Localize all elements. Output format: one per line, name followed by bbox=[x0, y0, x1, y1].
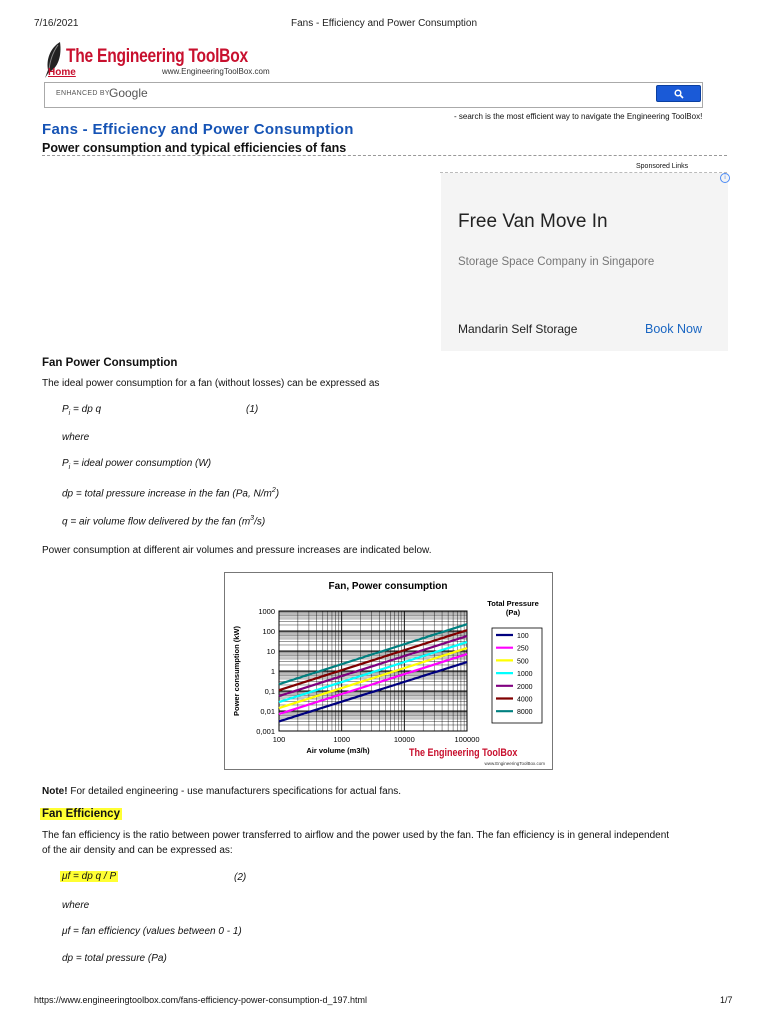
title-divider bbox=[42, 155, 727, 156]
ad-headline[interactable]: Free Van Move In bbox=[458, 211, 608, 232]
def1-sub: i bbox=[68, 464, 71, 471]
legend-label-4000: 4000 bbox=[517, 696, 533, 704]
equation-1-number: (1) bbox=[246, 404, 259, 415]
power-consumption-chart bbox=[224, 572, 553, 770]
y-tick-label: 0,1 bbox=[264, 687, 275, 696]
x-axis-label: Air volume (m3/h) bbox=[306, 746, 370, 755]
home-link[interactable]: Home bbox=[48, 67, 76, 78]
ad-info-icon[interactable]: i bbox=[720, 173, 730, 183]
legend-label-250: 250 bbox=[517, 645, 529, 653]
equation-2-number: (2) bbox=[234, 872, 247, 883]
section-heading-efficiency bbox=[40, 808, 122, 820]
definition-mu: μf = fan efficiency (values between 0 - 1) bbox=[62, 926, 242, 937]
def3-a: q = air volume flow delivered by the fan (m bbox=[62, 516, 251, 528]
chart-watermark: The Engineering ToolBox bbox=[409, 747, 518, 760]
eq1-rhs: = dp q bbox=[70, 404, 102, 415]
page-title: Fans - Efficiency and Power Consumption bbox=[42, 121, 354, 138]
ad-subtext[interactable]: Storage Space Company in Singapore bbox=[458, 256, 655, 268]
y-tick-label: 0,001 bbox=[256, 727, 275, 736]
y-axis-label: Power consumption (kW) bbox=[232, 626, 241, 716]
print-url[interactable]: https://www.engineeringtoolbox.com/fans-efficiency-power-consumption-d_197.html bbox=[34, 995, 368, 1005]
ad-company[interactable]: Mandarin Self Storage bbox=[458, 322, 578, 336]
y-tick-label: 1000 bbox=[258, 607, 275, 616]
power-intro: The ideal power consumption for a fan (without losses) can be expressed as bbox=[42, 378, 380, 389]
site-logo-title[interactable]: The Engineering ToolBox bbox=[66, 46, 248, 67]
chart-svg bbox=[225, 573, 552, 769]
def3-b: /s) bbox=[254, 516, 266, 528]
legend-label-100: 100 bbox=[517, 633, 529, 640]
chart-title: Fan, Power consumption bbox=[328, 581, 448, 592]
eq1-lhs: P bbox=[62, 404, 69, 415]
def2-sup: 2 bbox=[271, 487, 276, 494]
def1-lhs: P bbox=[62, 458, 69, 469]
efficiency-para-1: The fan efficiency is the ratio between power transferred to airflow and the power used by the fan. The fan efficiency is in general independent bbox=[42, 830, 670, 841]
equation-1 bbox=[62, 404, 101, 417]
chart-intro: Power consumption at different air volumes and pressure increases are indicated below. bbox=[42, 545, 432, 556]
legend-label-2000: 2000 bbox=[517, 683, 533, 691]
search-enhanced-label: ENHANCED BY bbox=[56, 90, 110, 97]
eq1-sub: i bbox=[68, 410, 71, 417]
note-bold: Note! bbox=[42, 786, 68, 797]
efficiency-heading-text: Fan Efficiency bbox=[42, 808, 120, 820]
where-label-1: where bbox=[62, 432, 90, 443]
x-tick-label: 10000 bbox=[393, 735, 415, 744]
sponsored-label: Sponsored Links bbox=[636, 163, 689, 170]
search-button[interactable] bbox=[656, 85, 701, 102]
legend-label-8000: 8000 bbox=[517, 709, 533, 717]
definition-q bbox=[62, 515, 265, 527]
equation-2 bbox=[60, 871, 118, 882]
search-tagline: - search is the most efficient way to navigate the Engineering ToolBox! bbox=[454, 112, 703, 121]
def2-b: ) bbox=[275, 488, 280, 500]
legend-title: Total Pressure bbox=[487, 599, 539, 608]
def1-rhs: = ideal power consumption (W) bbox=[70, 458, 212, 469]
page-subtitle: Power consumption and typical efficiencies of fans bbox=[42, 141, 347, 155]
print-title: Fans - Efficiency and Power Consumption bbox=[290, 18, 477, 29]
equation-2-text: μf = dp q / P bbox=[62, 871, 117, 882]
definition-dp-2: dp = total pressure (Pa) bbox=[62, 953, 167, 964]
legend-label-500: 500 bbox=[517, 658, 529, 666]
y-tick-label: 0,01 bbox=[260, 707, 275, 716]
x-tick-label: 100000 bbox=[454, 735, 480, 744]
search-google-label: Google bbox=[109, 86, 148, 100]
x-tick-label: 1000 bbox=[333, 735, 351, 744]
y-tick-label: 1 bbox=[270, 667, 275, 676]
efficiency-para-2: of the air density and can be expressed as: bbox=[42, 845, 233, 856]
def2-a: dp = total pressure increase in the fan (Pa, N/m bbox=[62, 488, 272, 500]
print-date: 7/16/2021 bbox=[34, 18, 79, 29]
legend-title-unit: (Pa) bbox=[505, 608, 521, 617]
note-text: For detailed engineering - use manufacturers specifications for actual fans. bbox=[67, 786, 402, 797]
note bbox=[42, 786, 401, 797]
def3-sup: 3 bbox=[250, 515, 255, 522]
site-url: www.EngineeringToolBox.com bbox=[162, 67, 270, 76]
section-heading-power: Fan Power Consumption bbox=[42, 357, 178, 369]
chart-watermark-url: www.EngineeringToolBox.com bbox=[484, 761, 545, 766]
definition-pi bbox=[62, 458, 211, 471]
y-tick-label: 100 bbox=[262, 627, 275, 636]
search-icon bbox=[674, 89, 684, 99]
definition-dp bbox=[62, 487, 279, 499]
y-tick-label: 10 bbox=[266, 647, 275, 656]
print-page-number: 1/7 bbox=[720, 995, 733, 1005]
legend-label-1000: 1000 bbox=[517, 671, 533, 679]
x-tick-label: 100 bbox=[272, 735, 286, 744]
where-label-2: where bbox=[62, 900, 90, 911]
ad-book-button[interactable]: Book Now bbox=[645, 322, 702, 336]
